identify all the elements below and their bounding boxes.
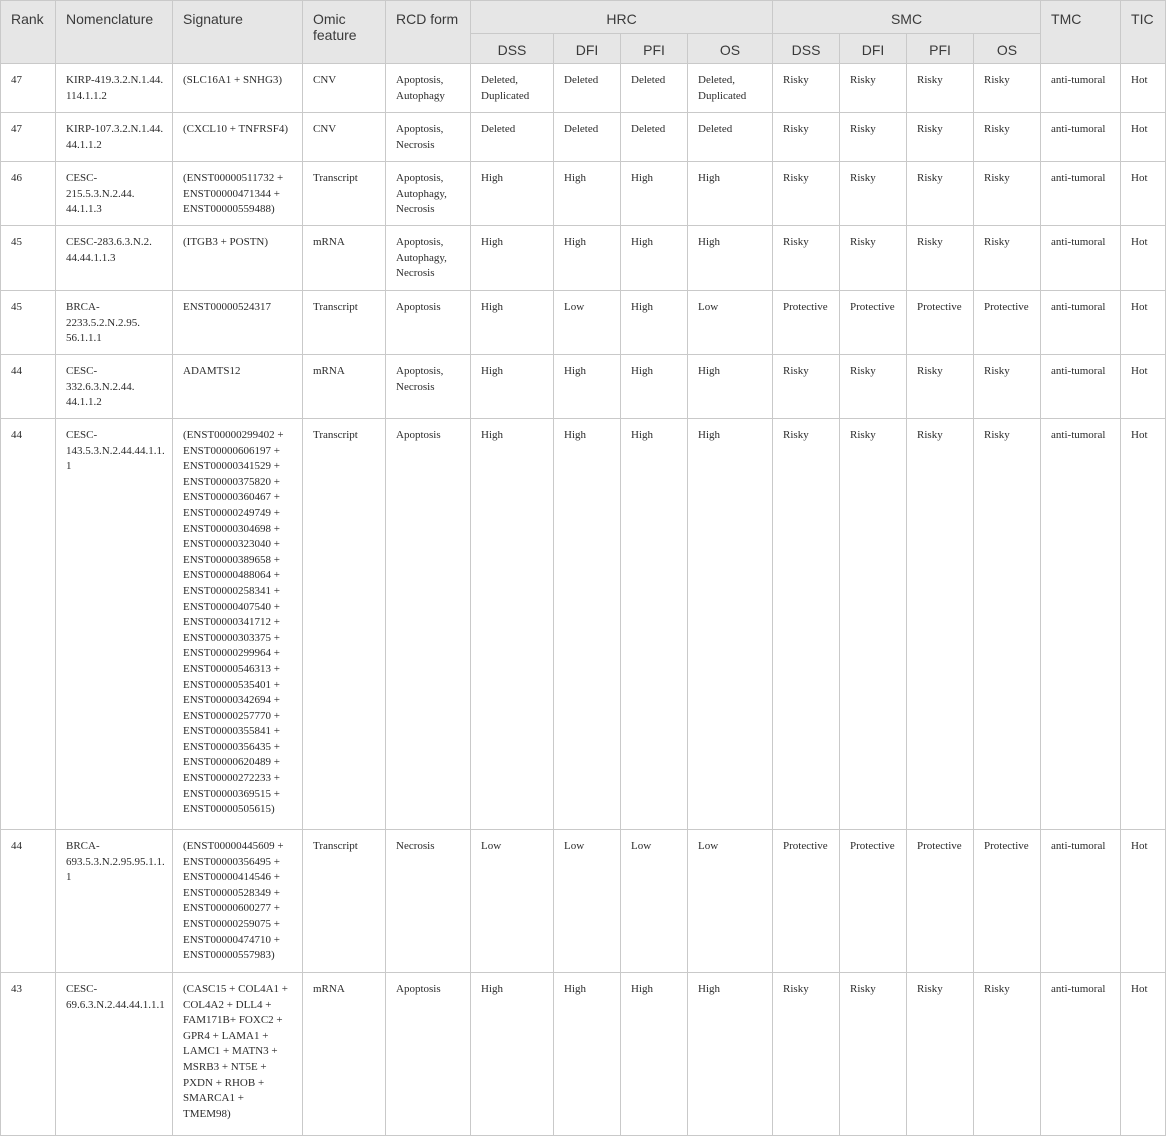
nomenclature-cell: CESC- 143.5.3.N.2.44.44.1.1.1 bbox=[56, 419, 173, 830]
signature-cell: (ENST00000511732 + ENST00000471344 + ENST00000559488) bbox=[173, 162, 303, 226]
tmc-cell: anti-tumoral bbox=[1041, 113, 1121, 162]
rcd-form-cell: Apoptosis, Autophagy, Necrosis bbox=[386, 226, 471, 291]
nomenclature-cell: CESC- 215.5.3.N.2.44. 44.1.1.3 bbox=[56, 162, 173, 226]
signature-cell: ENST00000524317 bbox=[173, 291, 303, 355]
rank-cell: 46 bbox=[1, 162, 56, 226]
header-hrc-os: OS bbox=[688, 34, 773, 64]
tmc-cell: anti-tumoral bbox=[1041, 64, 1121, 113]
signature-cell: (CASC15 + COL4A1 + COL4A2 + DLL4 + FAM171B+ FOXC2 + GPR4 + LAMA1 + LAMC1 + MATN3 + MSRB3 + NT5E + PXDN + RHOB + SMARCA1 + TMEM98) bbox=[173, 973, 303, 1136]
hrc-dss-cell: High bbox=[471, 355, 554, 419]
hrc-dfi-cell: High bbox=[554, 162, 621, 226]
smc-dfi-cell: Risky bbox=[840, 355, 907, 419]
smc-dss-cell: Risky bbox=[773, 113, 840, 162]
smc-dfi-cell: Risky bbox=[840, 64, 907, 113]
hrc-os-cell: High bbox=[688, 419, 773, 830]
table-row bbox=[1, 226, 1166, 291]
signature-cell: (CXCL10 + TNFRSF4) bbox=[173, 113, 303, 162]
smc-pfi-cell: Risky bbox=[907, 419, 974, 830]
omic-feature-cell: Transcript bbox=[303, 419, 386, 830]
smc-os-cell: Risky bbox=[974, 973, 1041, 1136]
hrc-dfi-cell: Low bbox=[554, 291, 621, 355]
header-smc-dss: DSS bbox=[773, 34, 840, 64]
omic-feature-cell: mRNA bbox=[303, 226, 386, 291]
rcd-form-cell: Apoptosis, Autophagy bbox=[386, 64, 471, 113]
header-nomenclature: Nomenclature bbox=[56, 1, 173, 64]
hrc-pfi-cell: High bbox=[621, 226, 688, 291]
hrc-pfi-cell: High bbox=[621, 291, 688, 355]
hrc-dss-cell: High bbox=[471, 291, 554, 355]
rcd-form-cell: Apoptosis bbox=[386, 419, 471, 830]
header-rcd-form: RCD form bbox=[386, 1, 471, 64]
header-tic: TIC bbox=[1121, 1, 1166, 64]
tic-cell: Hot bbox=[1121, 973, 1166, 1136]
tic-cell: Hot bbox=[1121, 291, 1166, 355]
hrc-os-cell: High bbox=[688, 973, 773, 1136]
omic-feature-cell: mRNA bbox=[303, 355, 386, 419]
smc-dss-cell: Protective bbox=[773, 830, 840, 973]
header-signature: Signature bbox=[173, 1, 303, 64]
header-smc: SMC bbox=[773, 1, 1041, 34]
tic-cell: Hot bbox=[1121, 113, 1166, 162]
header-smc-pfi: PFI bbox=[907, 34, 974, 64]
smc-os-cell: Protective bbox=[974, 291, 1041, 355]
rank-cell: 44 bbox=[1, 830, 56, 973]
smc-dfi-cell: Protective bbox=[840, 830, 907, 973]
smc-pfi-cell: Risky bbox=[907, 113, 974, 162]
rank-cell: 43 bbox=[1, 973, 56, 1136]
table-row bbox=[1, 113, 1166, 162]
tmc-cell: anti-tumoral bbox=[1041, 419, 1121, 830]
table-body bbox=[1, 64, 1166, 1136]
smc-os-cell: Risky bbox=[974, 419, 1041, 830]
rcd-form-cell: Apoptosis bbox=[386, 973, 471, 1136]
smc-pfi-cell: Risky bbox=[907, 355, 974, 419]
omic-feature-cell: CNV bbox=[303, 64, 386, 113]
rank-cell: 47 bbox=[1, 64, 56, 113]
tic-cell: Hot bbox=[1121, 64, 1166, 113]
omic-feature-cell: Transcript bbox=[303, 291, 386, 355]
hrc-dfi-cell: Low bbox=[554, 830, 621, 973]
nomenclature-cell: CESC- 332.6.3.N.2.44. 44.1.1.2 bbox=[56, 355, 173, 419]
tmc-cell: anti-tumoral bbox=[1041, 162, 1121, 226]
hrc-pfi-cell: Deleted bbox=[621, 113, 688, 162]
smc-dfi-cell: Risky bbox=[840, 113, 907, 162]
nomenclature-cell: KIRP-107.3.2.N.1.44. 44.1.1.2 bbox=[56, 113, 173, 162]
rank-cell: 45 bbox=[1, 226, 56, 291]
hrc-dss-cell: High bbox=[471, 973, 554, 1136]
smc-pfi-cell: Risky bbox=[907, 226, 974, 291]
rcd-form-cell: Apoptosis, Autophagy, Necrosis bbox=[386, 162, 471, 226]
nomenclature-cell: BRCA- 693.5.3.N.2.95.95.1.1.1 bbox=[56, 830, 173, 973]
table-row bbox=[1, 64, 1166, 113]
smc-dss-cell: Protective bbox=[773, 291, 840, 355]
hrc-dfi-cell: High bbox=[554, 226, 621, 291]
tmc-cell: anti-tumoral bbox=[1041, 355, 1121, 419]
rcd-form-cell: Apoptosis, Necrosis bbox=[386, 113, 471, 162]
signature-cell: ADAMTS12 bbox=[173, 355, 303, 419]
smc-os-cell: Risky bbox=[974, 355, 1041, 419]
signature-cell: (ENST00000445609 + ENST00000356495 + ENST00000414546 + ENST00000528349 + ENST00000600277 + ENST00000259075 + ENST00000474710 + ENST00000557983) bbox=[173, 830, 303, 973]
smc-os-cell: Risky bbox=[974, 64, 1041, 113]
rank-cell: 47 bbox=[1, 113, 56, 162]
smc-dfi-cell: Protective bbox=[840, 291, 907, 355]
smc-os-cell: Risky bbox=[974, 113, 1041, 162]
header-hrc-dfi: DFI bbox=[554, 34, 621, 64]
smc-dss-cell: Risky bbox=[773, 64, 840, 113]
nomenclature-cell: KIRP-419.3.2.N.1.44. 114.1.1.2 bbox=[56, 64, 173, 113]
smc-pfi-cell: Protective bbox=[907, 830, 974, 973]
smc-os-cell: Risky bbox=[974, 226, 1041, 291]
tic-cell: Hot bbox=[1121, 419, 1166, 830]
hrc-dfi-cell: High bbox=[554, 973, 621, 1136]
signature-cell: (SLC16A1 + SNHG3) bbox=[173, 64, 303, 113]
table-header bbox=[1, 1, 1166, 64]
smc-dss-cell: Risky bbox=[773, 162, 840, 226]
tic-cell: Hot bbox=[1121, 355, 1166, 419]
hrc-dfi-cell: High bbox=[554, 355, 621, 419]
table-row bbox=[1, 419, 1166, 830]
hrc-os-cell: Low bbox=[688, 291, 773, 355]
smc-dfi-cell: Risky bbox=[840, 973, 907, 1136]
hrc-dfi-cell: Deleted bbox=[554, 113, 621, 162]
smc-pfi-cell: Protective bbox=[907, 291, 974, 355]
header-hrc-pfi: PFI bbox=[621, 34, 688, 64]
table-row bbox=[1, 830, 1166, 973]
smc-os-cell: Risky bbox=[974, 162, 1041, 226]
hrc-pfi-cell: High bbox=[621, 973, 688, 1136]
hrc-os-cell: High bbox=[688, 355, 773, 419]
hrc-os-cell: High bbox=[688, 226, 773, 291]
tic-cell: Hot bbox=[1121, 162, 1166, 226]
hrc-pfi-cell: High bbox=[621, 419, 688, 830]
smc-dfi-cell: Risky bbox=[840, 419, 907, 830]
omic-feature-cell: CNV bbox=[303, 113, 386, 162]
hrc-dss-cell: High bbox=[471, 162, 554, 226]
tic-cell: Hot bbox=[1121, 830, 1166, 973]
rank-cell: 44 bbox=[1, 419, 56, 830]
hrc-pfi-cell: Low bbox=[621, 830, 688, 973]
table-row bbox=[1, 162, 1166, 226]
hrc-dss-cell: Low bbox=[471, 830, 554, 973]
table-row bbox=[1, 291, 1166, 355]
omic-feature-cell: mRNA bbox=[303, 973, 386, 1136]
omic-feature-cell: Transcript bbox=[303, 830, 386, 973]
hrc-pfi-cell: High bbox=[621, 162, 688, 226]
tmc-cell: anti-tumoral bbox=[1041, 291, 1121, 355]
hrc-pfi-cell: High bbox=[621, 355, 688, 419]
nomenclature-cell: BRCA- 2233.5.2.N.2.95. 56.1.1.1 bbox=[56, 291, 173, 355]
hrc-dss-cell: Deleted bbox=[471, 113, 554, 162]
hrc-pfi-cell: Deleted bbox=[621, 64, 688, 113]
table-row bbox=[1, 973, 1166, 1136]
tic-cell: Hot bbox=[1121, 226, 1166, 291]
hrc-os-cell: Low bbox=[688, 830, 773, 973]
header-omic-feature: Omic feature bbox=[303, 1, 386, 64]
nomenclature-cell: CESC- 69.6.3.N.2.44.44.1.1.1 bbox=[56, 973, 173, 1136]
smc-dfi-cell: Risky bbox=[840, 162, 907, 226]
smc-pfi-cell: Risky bbox=[907, 64, 974, 113]
rank-cell: 45 bbox=[1, 291, 56, 355]
smc-dss-cell: Risky bbox=[773, 973, 840, 1136]
signature-cell: (ITGB3 + POSTN) bbox=[173, 226, 303, 291]
hrc-dfi-cell: Deleted bbox=[554, 64, 621, 113]
hrc-os-cell: Deleted bbox=[688, 113, 773, 162]
hrc-dss-cell: High bbox=[471, 226, 554, 291]
rcd-form-cell: Necrosis bbox=[386, 830, 471, 973]
header-smc-os: OS bbox=[974, 34, 1041, 64]
nomenclature-cell: CESC-283.6.3.N.2. 44.44.1.1.3 bbox=[56, 226, 173, 291]
header-smc-dfi: DFI bbox=[840, 34, 907, 64]
hrc-os-cell: Deleted, Duplicated bbox=[688, 64, 773, 113]
rank-cell: 44 bbox=[1, 355, 56, 419]
header-hrc: HRC bbox=[471, 1, 773, 34]
header-tmc: TMC bbox=[1041, 1, 1121, 64]
smc-pfi-cell: Risky bbox=[907, 973, 974, 1136]
hrc-dfi-cell: High bbox=[554, 419, 621, 830]
rcd-form-cell: Apoptosis bbox=[386, 291, 471, 355]
smc-dss-cell: Risky bbox=[773, 419, 840, 830]
hrc-dss-cell: High bbox=[471, 419, 554, 830]
header-hrc-dss: DSS bbox=[471, 34, 554, 64]
hrc-dss-cell: Deleted, Duplicated bbox=[471, 64, 554, 113]
table-row bbox=[1, 355, 1166, 419]
smc-pfi-cell: Risky bbox=[907, 162, 974, 226]
tmc-cell: anti-tumoral bbox=[1041, 830, 1121, 973]
smc-dss-cell: Risky bbox=[773, 226, 840, 291]
header-rank: Rank bbox=[1, 1, 56, 64]
smc-dfi-cell: Risky bbox=[840, 226, 907, 291]
signature-cell: (ENST00000299402 + ENST00000606197 + ENST00000341529 + ENST00000375820 + ENST00000360467 + ENST00000249749 + ENST00000304698 + ENST00000323040 + ENST00000389658 + ENST00000488064 + ENST00000258341 + ENST00000407540 + ENST00000341712 + ENST00000303375 + ENST00000299964 + ENST00000546313 + ENST00000535401 + ENST00000342694 + ENST00000257770 + ENST00000355841 + ENST00000356435 + ENST00000620489 + ENST00000272233 + ENST00000369515 + ENST00000505615) bbox=[173, 419, 303, 830]
tmc-cell: anti-tumoral bbox=[1041, 973, 1121, 1136]
hrc-os-cell: High bbox=[688, 162, 773, 226]
rcd-form-cell: Apoptosis, Necrosis bbox=[386, 355, 471, 419]
smc-os-cell: Protective bbox=[974, 830, 1041, 973]
tmc-cell: anti-tumoral bbox=[1041, 226, 1121, 291]
omic-feature-cell: Transcript bbox=[303, 162, 386, 226]
smc-dss-cell: Risky bbox=[773, 355, 840, 419]
